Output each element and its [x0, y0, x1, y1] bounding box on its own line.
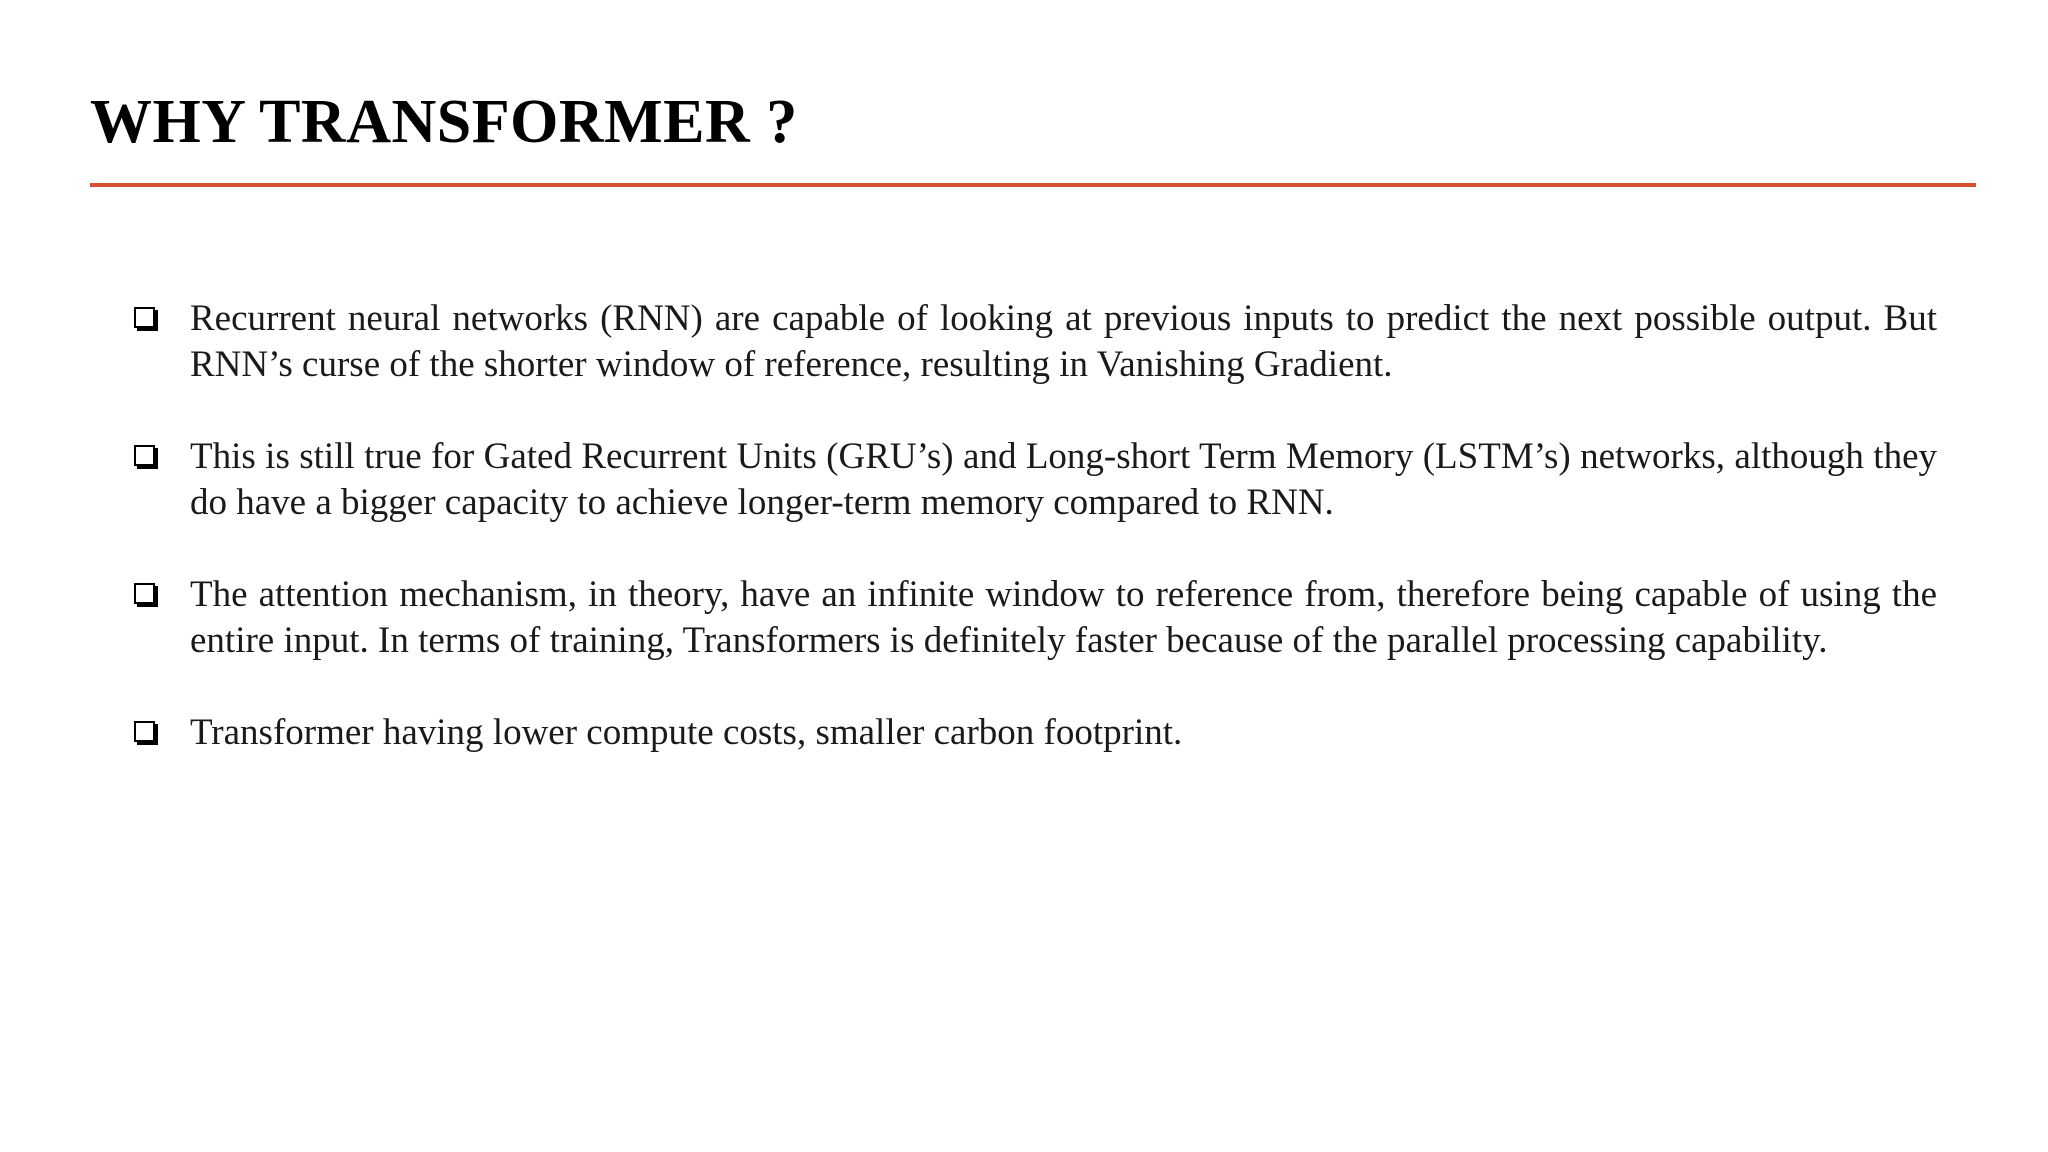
- checkbox-bullet-icon: [134, 307, 155, 328]
- slide-title: WHY TRANSFORMER ?: [90, 88, 798, 156]
- checkbox-bullet-icon: [134, 583, 155, 604]
- checkbox-bullet-icon: [134, 721, 155, 742]
- bullet-text: The attention mechanism, in theory, have an infinite window to reference from, therefore being capable of using the entire input. In terms of training, Transformers is definitely faster because of the parallel processing capability.: [190, 574, 1937, 661]
- bullet-item: [132, 710, 1937, 756]
- checkbox-bullet-icon: [134, 445, 155, 466]
- bullet-item: [132, 572, 1937, 664]
- bullet-text: Transformer having lower compute costs, smaller carbon footprint.: [190, 712, 1183, 753]
- bullet-text: Recurrent neural networks (RNN) are capable of looking at previous inputs to predict the next possible output. But RNN’s curse of the shorter window of reference, resulting in Vanishing Gradient.: [190, 298, 1937, 385]
- title-underline: [90, 183, 1976, 187]
- bullet-item: [132, 434, 1937, 526]
- bullet-item: [132, 296, 1937, 388]
- bullet-text: This is still true for Gated Recurrent Units (GRU’s) and Long-short Term Memory (LSTM’s) networks, although they do have a bigger capacity to achieve longer-term memory compared to RNN.: [190, 436, 1937, 523]
- bullet-list: [132, 296, 1937, 802]
